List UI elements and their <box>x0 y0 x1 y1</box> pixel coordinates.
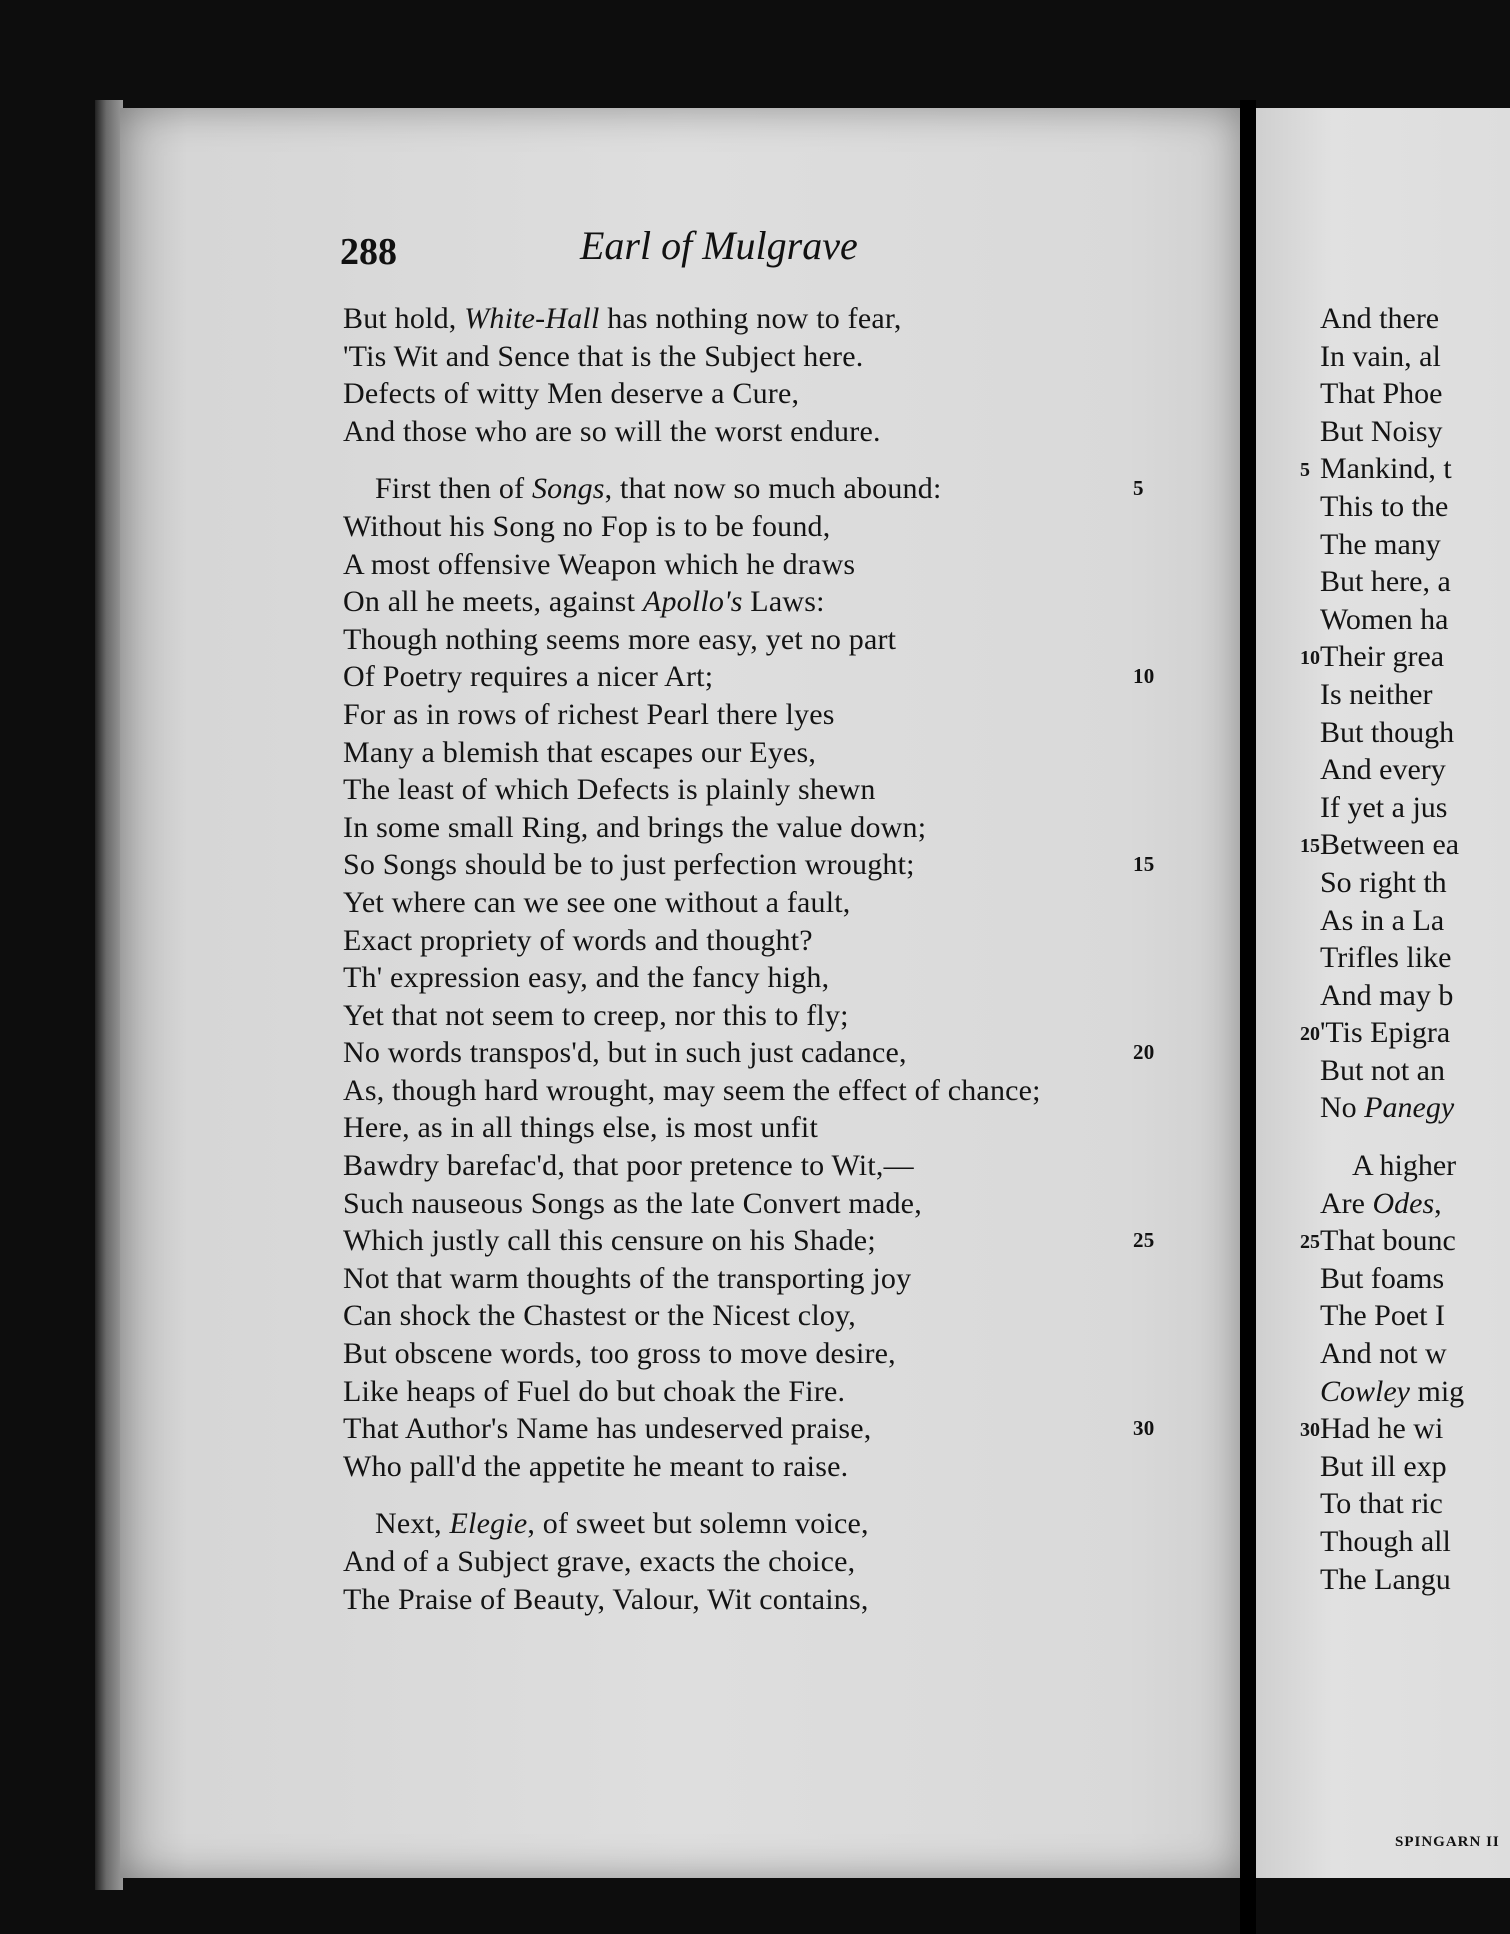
poem-line-text: Like heaps of Fuel do but choak the Fire. <box>343 1374 846 1408</box>
poem-line-text: Yet that not seem to creep, nor this to fly; <box>343 998 849 1032</box>
poem-line <box>343 771 1243 809</box>
poem-left-column <box>343 300 1243 1618</box>
poem-line-text: But hold, White-Hall has nothing now to fear, <box>343 302 902 335</box>
poem-line-text: Though all <box>1320 1525 1451 1558</box>
poem-line-text: But though <box>1320 715 1455 749</box>
poem-line <box>343 997 1243 1035</box>
poem-line <box>343 375 1243 413</box>
poem-line <box>1320 1373 1510 1411</box>
poem-line <box>1300 638 1510 676</box>
poem-line <box>1300 826 1510 864</box>
poem-line-text: Their grea <box>1320 640 1445 674</box>
stanza-gap <box>343 1485 1243 1505</box>
poem-line <box>343 959 1243 997</box>
poem-line-text: First then of Songs, that now so much abound: <box>375 472 942 506</box>
poem-line-text: The Praise of Beauty, Valour, Wit contains, <box>343 1582 869 1616</box>
poem-line <box>343 884 1243 922</box>
poem-line <box>1320 1260 1510 1298</box>
poem-line-text: Not that warm thoughts of the transporting joy <box>343 1261 912 1295</box>
poem-line <box>1320 601 1510 639</box>
poem-line-text: For as in rows of richest Pearl there lyes <box>343 697 835 731</box>
poem-line-text: And may b <box>1320 978 1454 1012</box>
poem-line-text: A higher <box>1352 1149 1457 1183</box>
line-number: 20 <box>1300 1023 1320 1046</box>
poem-line <box>343 1373 1243 1411</box>
poem-line-text: Defects of witty Men deserve a Cure, <box>343 377 800 411</box>
poem-line-text: Bawdry barefac'd, that poor pretence to Wit,— <box>343 1149 914 1183</box>
poem-line-text: As, though hard wrought, may seem the effect of chance; <box>343 1073 1041 1107</box>
poem-line <box>343 338 1243 376</box>
poem-line <box>1320 1561 1510 1599</box>
poem-line <box>343 1581 1243 1619</box>
poem-line <box>1320 526 1510 564</box>
line-number: 15 <box>1300 835 1320 858</box>
poem-line <box>343 1222 1243 1260</box>
poem-line-text: So Songs should be to just perfection wrought; <box>343 848 915 882</box>
line-number: 10 <box>1133 664 1155 689</box>
poem-line <box>343 846 1243 884</box>
poem-line-text: But obscene words, too gross to move desire, <box>343 1337 896 1371</box>
poem-line <box>1320 977 1510 1015</box>
poem-line-text: Without his Song no Fop is to be found, <box>343 509 831 543</box>
poem-line <box>343 470 1243 508</box>
poem-line <box>343 1505 1243 1543</box>
poem-line <box>1320 563 1510 601</box>
poem-line <box>343 583 1243 621</box>
poem-line-text: That Author's Name has undeserved praise, <box>343 1412 872 1446</box>
line-number: 30 <box>1133 1416 1155 1441</box>
poem-line <box>1320 1147 1510 1185</box>
poem-line <box>1320 375 1510 413</box>
poem-line <box>343 1260 1243 1298</box>
poem-line-text: And there <box>1320 302 1440 335</box>
poem-line <box>1320 1335 1510 1373</box>
page-title: Earl of Mulgrave <box>580 223 858 268</box>
poem-line-text: But not an <box>1320 1053 1445 1087</box>
poem-line <box>1320 939 1510 977</box>
poem-line-text: Of Poetry requires a nicer Art; <box>343 660 714 694</box>
poem-line-text: In vain, al <box>1320 339 1441 373</box>
poem-line <box>1300 1014 1510 1052</box>
poem-line-text: In some small Ring, and brings the value down; <box>343 810 927 844</box>
poem-line <box>1320 789 1510 827</box>
poem-line-text: But ill exp <box>1320 1449 1447 1483</box>
poem-line <box>1320 300 1510 338</box>
poem-line <box>1320 413 1510 451</box>
poem-line-text: 'Tis Wit and Sence that is the Subject here. <box>343 339 864 373</box>
line-number: 30 <box>1300 1419 1320 1442</box>
poem-line <box>343 508 1243 546</box>
poem-line-text: The Langu <box>1320 1562 1451 1596</box>
poem-line-text: If yet a jus <box>1320 790 1448 824</box>
running-head <box>340 222 1240 282</box>
line-number: 15 <box>1133 852 1155 877</box>
poem-line-text: No words transpos'd, but in such just cadance, <box>343 1036 907 1070</box>
poem-line-text: Many a blemish that escapes our Eyes, <box>343 735 817 769</box>
poem-line-text: Next, Elegie, of sweet but solemn voice, <box>375 1507 869 1541</box>
poem-line-text: The many <box>1320 527 1441 561</box>
poem-line-text: Th' expression easy, and the fancy high, <box>343 961 830 995</box>
line-number: 25 <box>1133 1228 1155 1253</box>
poem-line <box>1320 676 1510 714</box>
stanza-gap <box>343 450 1243 470</box>
poem-line <box>343 809 1243 847</box>
poem-line-text: And every <box>1320 753 1446 787</box>
poem-line-text: Which justly call this censure on his Shade; <box>343 1224 876 1258</box>
poem-line <box>343 621 1243 659</box>
poem-line-text: Between ea <box>1320 828 1460 862</box>
stanza-gap <box>1320 1127 1510 1147</box>
poem-right-column <box>1300 300 1510 1598</box>
poem-line <box>343 1335 1243 1373</box>
poem-line-text: Yet where can we see one without a fault, <box>343 885 851 919</box>
poem-line-text: The Poet I <box>1320 1299 1445 1333</box>
poem-line <box>1320 1297 1510 1335</box>
poem-line <box>343 1072 1243 1110</box>
line-number: 25 <box>1300 1231 1320 1254</box>
poem-line <box>343 413 1243 451</box>
poem-line <box>343 1185 1243 1223</box>
poem-line-text: Trifles like <box>1320 941 1452 975</box>
line-number: 5 <box>1133 476 1144 501</box>
poem-line <box>1320 1089 1510 1127</box>
poem-line <box>1320 864 1510 902</box>
poem-line-text: But here, a <box>1320 565 1451 599</box>
poem-line <box>1320 751 1510 789</box>
poem-line-text: And of a Subject grave, exacts the choice, <box>343 1545 856 1578</box>
poem-line-text: But foams <box>1320 1261 1445 1295</box>
poem-line-text: Had he wi <box>1320 1412 1444 1446</box>
line-number: 10 <box>1300 647 1320 670</box>
poem-line-text: To that ric <box>1320 1487 1443 1521</box>
poem-line-text: Is neither <box>1320 677 1433 711</box>
poem-line-text: Exact propriety of words and thought? <box>343 923 813 957</box>
poem-line-text: Women ha <box>1320 602 1449 636</box>
poem-line <box>1320 902 1510 940</box>
poem-line-text: But Noisy <box>1320 414 1443 448</box>
poem-line-text: So right th <box>1320 865 1447 899</box>
poem-line <box>343 1147 1243 1185</box>
poem-line-text: Though nothing seems more easy, yet no part <box>343 622 897 656</box>
poem-line-text: As in a La <box>1320 903 1445 937</box>
poem-line-text: That Phoe <box>1320 377 1443 411</box>
poem-line <box>1320 1052 1510 1090</box>
line-number: 5 <box>1300 459 1310 482</box>
line-number: 20 <box>1133 1040 1155 1065</box>
poem-line <box>1320 488 1510 526</box>
poem-line <box>1300 1222 1510 1260</box>
poem-line-text: And those who are so will the worst endure. <box>343 414 881 448</box>
poem-line <box>343 546 1243 584</box>
poem-line-text: Are Odes, <box>1320 1186 1442 1220</box>
poem-line-text: No Panegy <box>1320 1091 1455 1125</box>
poem-line-text: On all he meets, against Apollo's Laws: <box>343 585 825 619</box>
poem-line-text: The least of which Defects is plainly shewn <box>343 773 876 807</box>
poem-line <box>343 696 1243 734</box>
poem-line <box>1300 1410 1510 1448</box>
poem-line <box>1320 714 1510 752</box>
poem-line <box>1320 1523 1510 1561</box>
poem-line <box>343 1109 1243 1147</box>
book-edge <box>95 100 123 1890</box>
poem-line <box>343 1543 1243 1581</box>
poem-line <box>343 1448 1243 1486</box>
poem-line-text: And not w <box>1320 1337 1447 1371</box>
poem-line <box>1300 450 1510 488</box>
poem-line-text: Here, as in all things else, is most unfit <box>343 1111 818 1145</box>
poem-line <box>1320 1185 1510 1223</box>
poem-line-text: A most offensive Weapon which he draws <box>343 547 856 581</box>
poem-line <box>1320 1485 1510 1523</box>
poem-line <box>343 922 1243 960</box>
poem-line-text: This to the <box>1320 489 1449 523</box>
poem-line-text: Cowley mig <box>1320 1374 1465 1408</box>
page-number: 288 <box>340 231 397 273</box>
poem-line-text: 'Tis Epigra <box>1320 1016 1451 1050</box>
poem-line <box>343 1297 1243 1335</box>
poem-line-text: Such nauseous Songs as the late Convert made, <box>343 1186 922 1220</box>
poem-line-text: Who pall'd the appetite he meant to raise. <box>343 1449 849 1483</box>
poem-line <box>343 658 1243 696</box>
poem-line-text: Can shock the Chastest or the Nicest cloy, <box>343 1299 857 1333</box>
poem-line <box>1320 338 1510 376</box>
signature-mark: SPINGARN II <box>1395 1834 1500 1850</box>
poem-line <box>343 300 1243 338</box>
poem-line-text: That bounc <box>1320 1224 1456 1258</box>
poem-line <box>343 1034 1243 1072</box>
poem-line <box>343 734 1243 772</box>
poem-line <box>1320 1448 1510 1486</box>
poem-line <box>343 1410 1243 1448</box>
poem-line-text: Mankind, t <box>1320 452 1452 486</box>
